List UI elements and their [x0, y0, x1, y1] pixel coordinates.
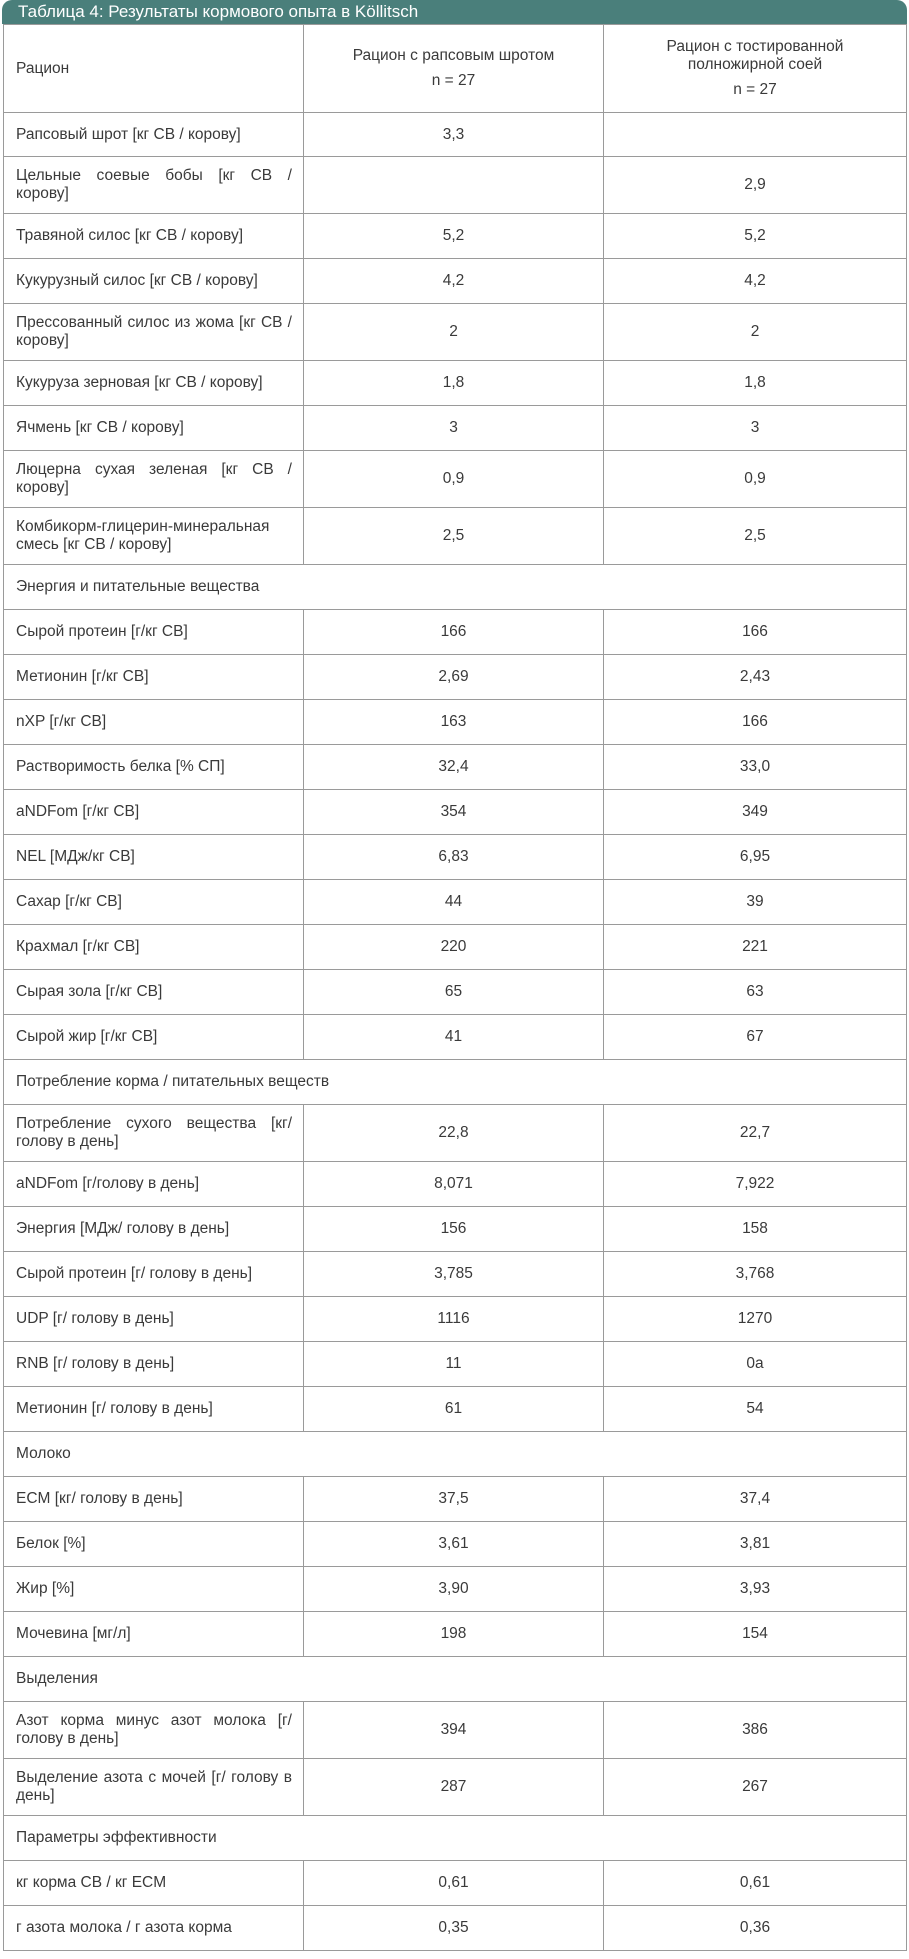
table-row — [4, 1015, 907, 1060]
soy-value: 39 — [604, 880, 907, 925]
table-row — [4, 1567, 907, 1612]
soy-value: 37,4 — [604, 1477, 907, 1522]
soy-value: 2,9 — [604, 157, 907, 214]
section-row — [4, 1060, 907, 1105]
soy-value: 166 — [604, 610, 907, 655]
row-label: Кукуруза зерновая [кг СВ / корову] — [4, 361, 304, 406]
rapeseed-value: 1116 — [304, 1297, 604, 1342]
table-row — [4, 970, 907, 1015]
table-row — [4, 1861, 907, 1906]
rapeseed-value: 6,83 — [304, 835, 604, 880]
rapeseed-value: 3,61 — [304, 1522, 604, 1567]
rapeseed-value: 32,4 — [304, 745, 604, 790]
table-row — [4, 1105, 907, 1162]
table-row — [4, 406, 907, 451]
section-label: Энергия и питательные вещества — [4, 565, 907, 610]
row-label: RNB [г/ голову в день] — [4, 1342, 304, 1387]
table-row — [4, 1612, 907, 1657]
row-label: Рапсовый шрот [кг СВ / корову] — [4, 113, 304, 157]
table-row — [4, 113, 907, 157]
header-rapeseed-n: n = 27 — [431, 72, 476, 89]
row-label: г азота молока / г азота корма — [4, 1906, 304, 1951]
rapeseed-value: 65 — [304, 970, 604, 1015]
rapeseed-value: 5,2 — [304, 214, 604, 259]
rapeseed-value: 3,90 — [304, 1567, 604, 1612]
table-row — [4, 1162, 907, 1207]
row-label: Кукурузный силос [кг СВ / корову] — [4, 259, 304, 304]
rapeseed-value: 354 — [304, 790, 604, 835]
table-row — [4, 508, 907, 565]
header-row — [4, 25, 907, 113]
soy-value: 0,9 — [604, 451, 907, 508]
header-rapeseed — [304, 25, 604, 113]
row-label: Люцерна сухая зеленая [кг СВ / корову] — [4, 451, 304, 508]
section-row — [4, 1657, 907, 1702]
row-label: Растворимость белка [% СП] — [4, 745, 304, 790]
soy-value: 2,5 — [604, 508, 907, 565]
soy-value: 1,8 — [604, 361, 907, 406]
section-row — [4, 565, 907, 610]
row-label: Метионин [г/ голову в день] — [4, 1387, 304, 1432]
row-label: Сырой протеин [г/кг СВ] — [4, 610, 304, 655]
soy-value: 154 — [604, 1612, 907, 1657]
table-row — [4, 451, 907, 508]
table-row — [4, 1477, 907, 1522]
rapeseed-value: 2,5 — [304, 508, 604, 565]
header-soy — [604, 25, 907, 113]
row-label: кг корма СВ / кг ECM — [4, 1861, 304, 1906]
row-label: Энергия [МДж/ голову в день] — [4, 1207, 304, 1252]
rapeseed-value: 198 — [304, 1612, 604, 1657]
rapeseed-value: 0,61 — [304, 1861, 604, 1906]
row-label: Сахар [г/кг СВ] — [4, 880, 304, 925]
row-label: Потребление сухого вещества [кг/голову в день] — [4, 1105, 304, 1162]
soy-value: 4,2 — [604, 259, 907, 304]
row-label: NEL [МДж/кг СВ] — [4, 835, 304, 880]
table-row — [4, 835, 907, 880]
row-label: nXP [г/кг СВ] — [4, 700, 304, 745]
soy-value: 166 — [604, 700, 907, 745]
soy-value: 1270 — [604, 1297, 907, 1342]
table-row — [4, 700, 907, 745]
rapeseed-value: 61 — [304, 1387, 604, 1432]
row-label: Азот корма минус азот молока [г/ голову в день] — [4, 1702, 304, 1759]
soy-value: 63 — [604, 970, 907, 1015]
section-label: Параметры эффективности — [4, 1816, 907, 1861]
row-label: Жир [%] — [4, 1567, 304, 1612]
soy-value: 2 — [604, 304, 907, 361]
rapeseed-value: 8,071 — [304, 1162, 604, 1207]
rapeseed-value: 166 — [304, 610, 604, 655]
rapeseed-value: 163 — [304, 700, 604, 745]
table-row — [4, 1252, 907, 1297]
table-row — [4, 1522, 907, 1567]
soy-value: 7,922 — [604, 1162, 907, 1207]
row-label: Метионин [г/кг СВ] — [4, 655, 304, 700]
section-label: Молоко — [4, 1432, 907, 1477]
soy-value: 67 — [604, 1015, 907, 1060]
table-row — [4, 214, 907, 259]
rapeseed-value: 287 — [304, 1759, 604, 1816]
table-row — [4, 925, 907, 970]
header-ration: Рацион — [4, 25, 304, 113]
table-row — [4, 304, 907, 361]
soy-value: 3,93 — [604, 1567, 907, 1612]
rapeseed-value — [304, 157, 604, 214]
row-label: aNDFom [г/голову в день] — [4, 1162, 304, 1207]
table-row — [4, 1906, 907, 1951]
row-label: Мочевина [мг/л] — [4, 1612, 304, 1657]
table-row — [4, 790, 907, 835]
row-label: ECM [кг/ голову в день] — [4, 1477, 304, 1522]
rapeseed-value: 41 — [304, 1015, 604, 1060]
rapeseed-value: 1,8 — [304, 361, 604, 406]
soy-value — [604, 113, 907, 157]
rapeseed-value: 3 — [304, 406, 604, 451]
rapeseed-value: 394 — [304, 1702, 604, 1759]
rapeseed-value: 3,3 — [304, 113, 604, 157]
table-row — [4, 1759, 907, 1816]
table-row — [4, 259, 907, 304]
table-row — [4, 610, 907, 655]
row-label: Цельные соевые бобы [кг СВ / корову] — [4, 157, 304, 214]
rapeseed-value: 22,8 — [304, 1105, 604, 1162]
row-label: Комбикорм-глицерин-минеральная смесь [кг СВ / корову] — [4, 508, 304, 565]
rapeseed-value: 2,69 — [304, 655, 604, 700]
table-row — [4, 1207, 907, 1252]
soy-value: 0,36 — [604, 1906, 907, 1951]
soy-value: 3 — [604, 406, 907, 451]
soy-value: 2,43 — [604, 655, 907, 700]
soy-value: 6,95 — [604, 835, 907, 880]
soy-value: 3,81 — [604, 1522, 907, 1567]
row-label: Выделение азота с мочей [г/ голову в день] — [4, 1759, 304, 1816]
section-label: Выделения — [4, 1657, 907, 1702]
table-title: Таблица 4: Результаты кормового опыта в Köllitsch — [2, 0, 907, 24]
soy-value: 0,61 — [604, 1861, 907, 1906]
table-row — [4, 361, 907, 406]
soy-value: 0a — [604, 1342, 907, 1387]
rapeseed-value: 3,785 — [304, 1252, 604, 1297]
row-label: aNDFom [г/кг СВ] — [4, 790, 304, 835]
rapeseed-value: 220 — [304, 925, 604, 970]
table-row — [4, 1297, 907, 1342]
table-row — [4, 880, 907, 925]
row-label: Сырой протеин [г/ голову в день] — [4, 1252, 304, 1297]
soy-value: 386 — [604, 1702, 907, 1759]
table-container — [2, 0, 907, 1951]
table-row — [4, 655, 907, 700]
row-label: UDP [г/ голову в день] — [4, 1297, 304, 1342]
row-label: Сырой жир [г/кг СВ] — [4, 1015, 304, 1060]
row-label: Прессованный силос из жома [кг СВ / корову] — [4, 304, 304, 361]
rapeseed-value: 0,35 — [304, 1906, 604, 1951]
rapeseed-value: 2 — [304, 304, 604, 361]
soy-value: 33,0 — [604, 745, 907, 790]
section-row — [4, 1432, 907, 1477]
row-label: Ячмень [кг СВ / корову] — [4, 406, 304, 451]
header-rapeseed-name: Рацион с рапсовым шротом — [352, 47, 555, 64]
table-row — [4, 745, 907, 790]
section-label: Потребление корма / питательных веществ — [4, 1060, 907, 1105]
rapeseed-value: 4,2 — [304, 259, 604, 304]
header-soy-n: n = 27 — [733, 81, 777, 98]
feeding-trial-table — [3, 24, 907, 1951]
soy-value: 5,2 — [604, 214, 907, 259]
soy-value: 221 — [604, 925, 907, 970]
row-label: Травяной силос [кг СВ / корову] — [4, 214, 304, 259]
row-label: Крахмал [г/кг СВ] — [4, 925, 304, 970]
rapeseed-value: 37,5 — [304, 1477, 604, 1522]
table-row — [4, 157, 907, 214]
soy-value: 54 — [604, 1387, 907, 1432]
table-row — [4, 1702, 907, 1759]
table-row — [4, 1387, 907, 1432]
rapeseed-value: 11 — [304, 1342, 604, 1387]
soy-value: 267 — [604, 1759, 907, 1816]
soy-value: 349 — [604, 790, 907, 835]
row-label: Белок [%] — [4, 1522, 304, 1567]
rapeseed-value: 0,9 — [304, 451, 604, 508]
soy-value: 22,7 — [604, 1105, 907, 1162]
soy-value: 158 — [604, 1207, 907, 1252]
header-soy-name: Рацион с тостированной полножирной соей — [666, 38, 844, 73]
section-row — [4, 1816, 907, 1861]
rapeseed-value: 156 — [304, 1207, 604, 1252]
table-row — [4, 1342, 907, 1387]
rapeseed-value: 44 — [304, 880, 604, 925]
row-label: Сырая зола [г/кг СВ] — [4, 970, 304, 1015]
soy-value: 3,768 — [604, 1252, 907, 1297]
